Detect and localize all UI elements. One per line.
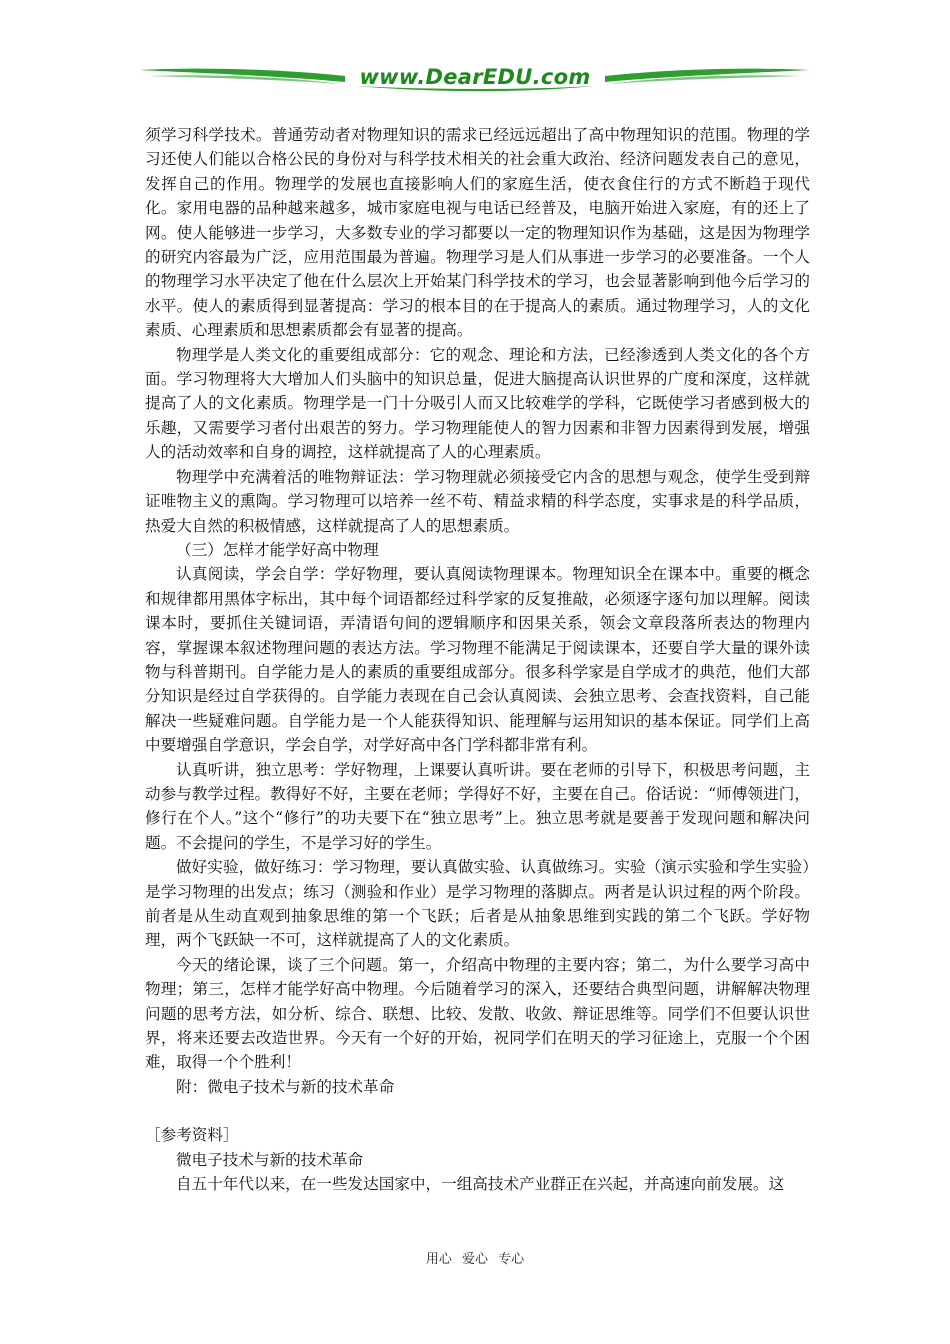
paragraph-dialectics: 物理学中充满着活的唯物辩证法：学习物理就必须接受它内含的思想与观念，使学生受到辩证唯物主义的熏陶。学习物理可以培养一丝不苟、精益求精的科学态度，实事求是的科学品质，热爱大自然的积极情感，这样就提高了人的思想素质。 <box>145 467 810 535</box>
paragraph-culture: 物理学是人类文化的重要组成部分：它的观念、理论和方法，已经渗透到人类文化的各个方面。学习物理将大大增加人们头脑中的知识总量，促进大脑提高认识世界的广度和深度，这样就提高了人的文化素质。物理学是一门十分吸引人而又比较难学的学科，它既使学习者感到极大的乐趣，又需要学习者付出艰苦的努力。学习物理能使人的智力因素和非智力因素得到发展，增强人的活动效率和自身的调控，这样就提高了人的心理素质。 <box>145 345 810 462</box>
reference-label: ［参考资料］ <box>145 1126 239 1145</box>
paragraph-continued: 须学习科学技术。普通劳动者对物理知识的需求已经远远超出了高中物理知识的范围。物理的学习还使人们能以合格公民的身份对与科学技术相关的社会重大政治、经济问题发表自己的意见，发挥自己的作用。物理学的发展也直接影响人们的家庭生活，使衣食住行的方式不断趋于现代化。家用电器的品种越来越多，城市家庭电视与电话已经普及，电脑开始进入家庭，有的还上了网。使人能够进一步学习，大多数专业的学习都要以一定的物理知识作为基础，这是因为物理学的研究内容最为广泛，应用范围最为普遍。物理学习是人们从事进一步学习的必要准备。一个人的物理学习水平决定了他在什么层次上开始某门科学技术的学习，也会显著影响到他今后学习的水平。使人的素质得到显著提高：学习的根本目的在于提高人的素质。通过物理学习，人的文化素质、心理素质和思想素质都会有显著的提高。 <box>145 126 810 340</box>
reference-title: 微电子技术与新的技术革命 <box>176 1150 364 1169</box>
section-heading-3: （三）怎样才能学好高中物理 <box>176 540 379 559</box>
paragraph-listening: 认真听讲，独立思考：学好物理，上课要认真听讲。要在老师的引导下，积极思考问题，主动参与教学过程。教得好不好，主要在老师；学得好不好，主要在自己。俗话说：“师傅领进门，修行在个人。”这个“修行”的功夫要下在“独立思考”上。独立思考就是要善于发现问题和解决问题。不会提问的学生，不是学习好的学生。 <box>145 760 810 852</box>
paragraph-appendix: 附：微电子技术与新的技术革命 <box>176 1077 395 1096</box>
paragraph-experiments: 做好实验，做好练习：学习物理，要认真做实验、认真做练习。实验（演示实验和学生实验）是学习物理的出发点；练习（测验和作业）是学习物理的落脚点。两者是认识过程的两个阶段。前者是从生动直观到抽象思维的第一个飞跃；后者是从抽象思维到实践的第二个飞跃。学好物理，两个飞跃缺一不可，这样就提高了人的文化素质。 <box>145 858 810 950</box>
blank-line <box>145 1099 810 1123</box>
site-header <box>140 60 810 96</box>
article-body <box>145 123 810 1196</box>
site-logo-text: www.DearEDU.com <box>359 65 591 89</box>
paragraph-summary: 今天的绪论课，谈了三个问题。第一，介绍高中物理的主要内容；第二，为什么要学习高中物理；第三，怎样才能学好高中物理。今后随着学习的深入，还要结合典型问题，讲解解决物理问题的思考方法，如分析、综合、联想、比较、发散、收敛、辩证思维等。同学们不但要认识世界，将来还要去改造世界。今天有一个好的开始，祝同学们在明天的学习征途上，克服一个个困难，取得一个个胜利！ <box>145 955 810 1072</box>
page-footer: 用心 爱心 专心 <box>425 1252 525 1267</box>
paragraph-reading: 认真阅读，学会自学：学好物理，要认真阅读物理课本。物理知识全在课本中。重要的概念和规律都用黑体字标出，其中每个词语都经过科学家的反复推敲，必须逐字逐句加以理解。阅读课本时，要抓住关键词语，弄清语句间的逻辑顺序和因果关系，领会文章段落所表达的物理内容，掌握课本叙述物理问题的表达方法。学习物理不能满足于阅读课本，还要自学大量的课外读物与科普期刊。自学能力是人的素质的重要组成部分。很多科学家是自学成才的典范，他们大部分知识是经过自学获得的。自学能力表现在自己会认真阅读、会独立思考、会查找资料，自己能解决一些疑难问题。自学能力是一个人能获得知识、能理解与运用知识的基本保证。同学们上高中要增强自学意识，学会自学，对学好高中各门学科都非常有利。 <box>145 565 810 755</box>
reference-paragraph: 自五十年代以来，在一些发达国家中，一组高技术产业群正在兴起，并高速向前发展。这 <box>176 1175 785 1194</box>
